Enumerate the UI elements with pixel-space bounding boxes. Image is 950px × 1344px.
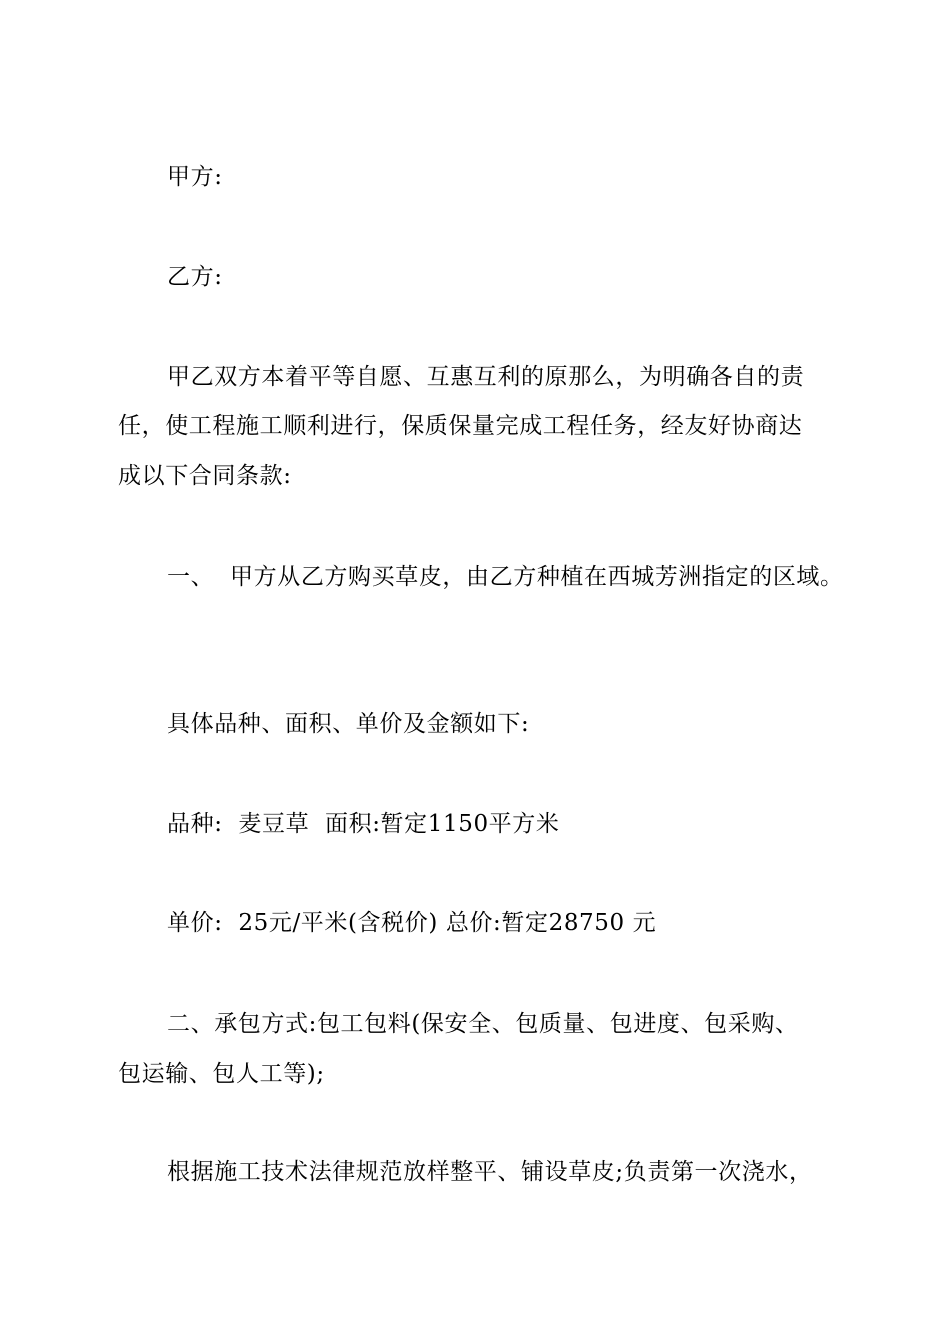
construction-line: 根据施工技术法律规范放样整平、铺设草皮;负责第一次浇水， <box>167 1159 813 1185</box>
party-b-label: 乙方: <box>167 264 223 290</box>
intro-paragraph-line-1: 甲乙双方本着平等自愿、互惠互利的原那么，为明确各自的责 <box>167 364 805 390</box>
details-intro: 具体品种、面积、单价及金额如下: <box>167 711 530 737</box>
price-total-line: 单价: 25元/平米(含税价) 总价:暂定28750 元 <box>167 910 657 936</box>
clause-2-line-2: 包运输、包人工等); <box>118 1061 325 1087</box>
intro-paragraph-line-3: 成以下合同条款: <box>118 463 292 489</box>
clause-1: 一、 甲方从乙方购买草皮，由乙方种植在西城芳洲指定的区域。 <box>167 564 844 590</box>
clause-2-line-1: 二、承包方式:包工包料(保安全、包质量、包进度、包采购、 <box>167 1011 799 1037</box>
variety-area-line: 品种: 麦豆草 面积:暂定1150平方米 <box>167 811 560 837</box>
intro-paragraph-line-2: 任，使工程施工顺利进行，保质保量完成工程任务，经友好协商达 <box>118 413 803 439</box>
party-a-label: 甲方: <box>167 164 223 190</box>
